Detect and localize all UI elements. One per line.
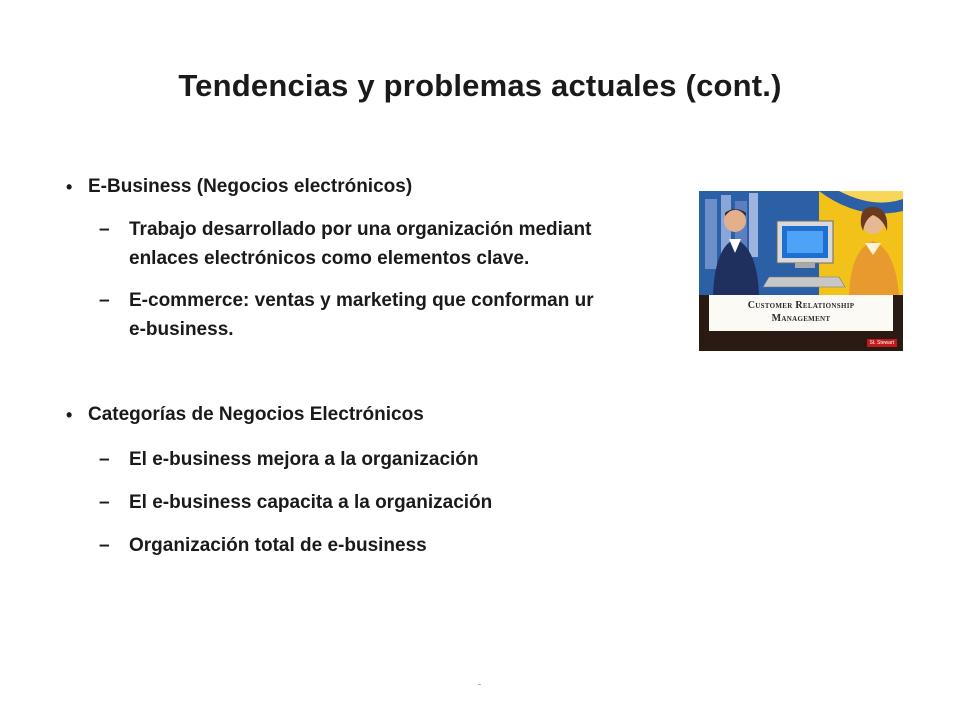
sub-item-line: E-commerce: ventas y marketing que conforman ur [129,290,594,311]
sub-item-ecommerce [129,287,689,345]
dash-marker: – [99,219,110,240]
dash-marker: – [99,492,110,513]
dash-marker: – [99,290,110,311]
picture-caption [709,295,893,331]
crm-book-cover-image [699,191,903,351]
dash-marker: – [99,535,110,556]
sub-item-line: e-business. [129,319,234,340]
footer-mark [478,684,481,685]
picture-caption-line: Customer Relationship [747,300,855,311]
sub-item-total: Organización total de e-business [129,535,427,556]
slide-title: Tendencias y problemas actuales (cont.) [178,68,782,103]
picture-caption-line: Management [771,313,831,324]
sub-item-trabajo [129,216,689,272]
bullet-marker: • [66,177,73,197]
sub-item-mejora: El e-business mejora a la organización [129,449,479,470]
dash-marker: – [99,449,110,470]
bullet-ebusiness: E-Business (Negocios electrónicos) [88,176,413,197]
sub-item-capacita: El e-business capacita a la organización [129,492,493,513]
sub-item-line: Trabajo desarrollado por una organización mediant [129,219,592,240]
crm-illustration-icon [699,191,903,295]
sub-item-line: enlaces electrónicos como elementos clave. [129,248,530,269]
picture-brand-logo: St. Stewart [867,339,897,347]
bullet-categorias: Categorías de Negocios Electrónicos [88,404,424,425]
bullet-marker: • [66,405,73,425]
